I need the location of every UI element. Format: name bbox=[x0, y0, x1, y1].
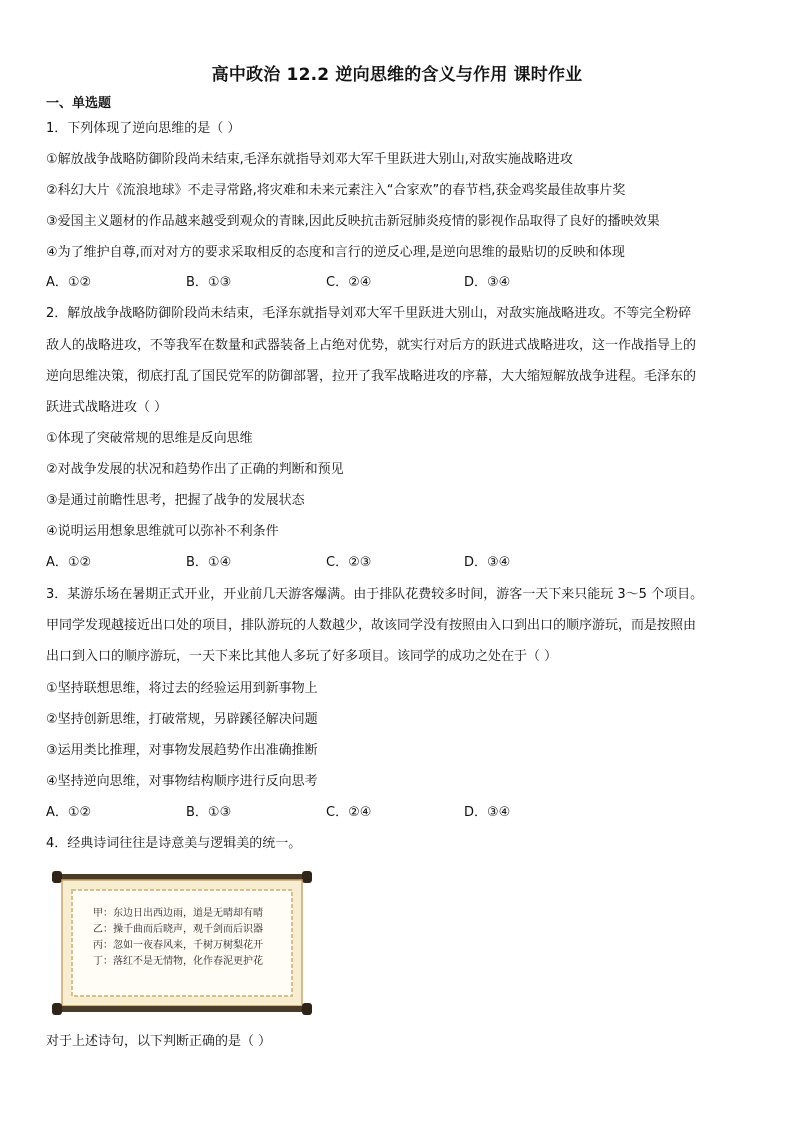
q2-stem-line-4: 跃进式战略进攻（ ） bbox=[46, 400, 168, 415]
q2-item-3: ③是通过前瞻性思考，把握了战争的发展状态 bbox=[46, 493, 305, 508]
poem-line-2: 乙：操千曲而后晓声，观千剑而后识器 bbox=[93, 924, 263, 935]
q1-item-1: ①解放战争战略防御阶段尚未结束,毛泽东就指导刘邓大军千里跃进大别山,对敌实施战略进攻 bbox=[46, 152, 573, 167]
q3-option-d: D．③④ bbox=[464, 805, 511, 820]
q1-options bbox=[46, 275, 606, 291]
poem-line-3: 丙：忽如一夜春风来，千树万树梨花开 bbox=[93, 940, 263, 951]
q2-item-2: ②对战争发展的状况和趋势作出了正确的判断和预见 bbox=[46, 462, 344, 477]
scroll-bottom-rod bbox=[56, 1006, 308, 1012]
q3-item-1: ①坚持联想思维，将过去的经验运用到新事物上 bbox=[46, 681, 318, 696]
q1-option-c: C．②④ bbox=[326, 275, 372, 290]
scroll-top-rod-end-right bbox=[302, 871, 312, 883]
section-heading: 一、单选题 bbox=[46, 96, 112, 111]
q2-option-b: B．①④ bbox=[186, 555, 232, 570]
q3-stem-line-2: 甲同学发现越接近出口处的项目，排队游玩的人数越少，故该同学没有按照由入口到出口的顺序游玩，而是按照由 bbox=[46, 618, 697, 633]
q2-stem-line-2: 敌人的战略进攻，不等我军在数量和武器装备上占绝对优势，就实行对后方的跃进式战略进攻，这一作战指导上的 bbox=[46, 338, 697, 353]
q2-item-4: ④说明运用想象思维就可以弥补不利条件 bbox=[46, 524, 279, 539]
q4-stem: 4．经典诗词往往是诗意美与逻辑美的统一。 bbox=[46, 836, 302, 851]
q2-option-d: D．③④ bbox=[464, 555, 511, 570]
q2-stem-line-3: 逆向思维决策，彻底打乱了国民党军的防御部署，拉开了我军战略进攻的序幕，大大缩短解放战争进程。毛泽东的 bbox=[46, 369, 697, 384]
scroll-top-rod bbox=[56, 874, 308, 880]
q3-stem-line-1: 3．某游乐场在暑期正式开业，开业前几天游客爆满。由于排队花费较多时间，游客一天下来只能玩 3～5 个项目。 bbox=[46, 587, 704, 602]
q1-item-4: ④为了维护自尊,而对对方的要求采取相反的态度和言行的逆反心理,是逆向思维的最贴切的反映和体现 bbox=[46, 245, 625, 260]
q1-option-b: B．①③ bbox=[186, 275, 232, 290]
q3-item-4: ④坚持逆向思维，对事物结构顺序进行反向思考 bbox=[46, 774, 318, 789]
q1-option-d: D．③④ bbox=[464, 275, 511, 290]
q2-stem-line-1: 2．解放战争战略防御阶段尚未结束，毛泽东就指导刘邓大军千里跃进大别山，对敌实施战略进攻。不等完全粉碎 bbox=[46, 306, 692, 321]
q2-options bbox=[46, 555, 606, 571]
q2-item-1: ①体现了突破常规的思维是反向思维 bbox=[46, 431, 253, 446]
q3-item-2: ②坚持创新思维，打破常规，另辟蹊径解决问题 bbox=[46, 712, 318, 727]
q2-option-c: C．②③ bbox=[326, 555, 372, 570]
q3-options bbox=[46, 805, 606, 821]
page-title: 高中政治 12.2 逆向思维的含义与作用 课时作业 bbox=[211, 65, 583, 85]
poem-line-1: 甲：东边日出西边雨，道是无晴却有晴 bbox=[93, 908, 263, 919]
q3-option-b: B．①③ bbox=[186, 805, 232, 820]
scroll-top-rod-end-left bbox=[52, 871, 62, 883]
q3-stem-line-3: 出口到入口的顺序游玩，一天下来比其他人多玩了好多项目。该同学的成功之处在于（ ） bbox=[46, 649, 558, 664]
q4-prompt: 对于上述诗句，以下判断正确的是（ ） bbox=[46, 1034, 272, 1049]
q1-item-2: ②科幻大片《流浪地球》不走寻常路,将灾难和未来元素注入“合家欢”的春节档,获金鸡奖最佳故事片奖 bbox=[46, 183, 626, 198]
q1-stem: 1．下列体现了逆向思维的是（ ） bbox=[46, 121, 241, 136]
scroll-bottom-rod-end-left bbox=[52, 1003, 62, 1015]
q1-item-3: ③爱国主义题材的作品越来越受到观众的青睐,因此反映抗击新冠肺炎疫情的影视作品取得了良好的播映效果 bbox=[46, 214, 660, 229]
q3-option-c: C．②④ bbox=[326, 805, 372, 820]
poem-line-4: 丁：落红不是无情物，化作春泥更护花 bbox=[93, 956, 263, 967]
scroll-poems bbox=[93, 906, 263, 970]
q2-option-a: A．①② bbox=[46, 555, 92, 570]
q3-item-3: ③运用类比推理，对事物发展趋势作出准确推断 bbox=[46, 743, 318, 758]
scroll-bottom-rod-end-right bbox=[302, 1003, 312, 1015]
q1-option-a: A．①② bbox=[46, 275, 92, 290]
q3-option-a: A．①② bbox=[46, 805, 92, 820]
